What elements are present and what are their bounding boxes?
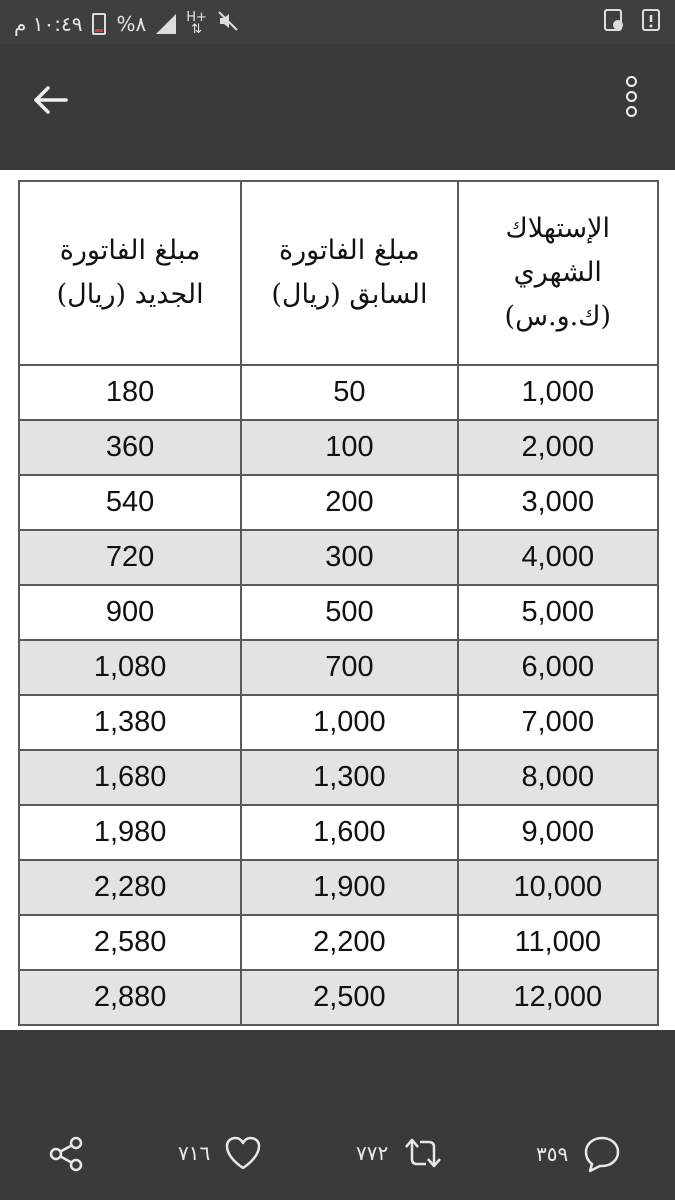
share-button[interactable] bbox=[48, 1135, 86, 1173]
more-vertical-icon bbox=[621, 76, 641, 117]
more-options-button[interactable] bbox=[621, 74, 641, 134]
reply-button[interactable] bbox=[536, 1135, 622, 1173]
cell-old-bill: 100 bbox=[241, 420, 457, 475]
cell-consumption: 1,000 bbox=[458, 365, 658, 420]
reply-count: ٣٥٩ bbox=[536, 1142, 569, 1166]
cell-old-bill: 1,600 bbox=[241, 805, 457, 860]
status-right bbox=[603, 8, 661, 37]
header-monthly-consumption: الإستهلاك الشهري (ك.و.س) bbox=[458, 181, 658, 365]
table-header-row bbox=[19, 181, 658, 365]
battery-icon bbox=[92, 13, 106, 35]
table-row bbox=[19, 805, 658, 860]
electricity-bill-table bbox=[18, 180, 659, 1026]
cell-old-bill: 200 bbox=[241, 475, 457, 530]
like-button[interactable] bbox=[178, 1135, 262, 1171]
cell-old-bill: 500 bbox=[241, 585, 457, 640]
cell-consumption: 8,000 bbox=[458, 750, 658, 805]
header-old-bill: مبلغ الفاتورة السابق (ريال) bbox=[241, 181, 457, 365]
share-icon bbox=[48, 1135, 86, 1173]
cell-new-bill: 1,080 bbox=[19, 640, 241, 695]
arrow-left-icon bbox=[28, 76, 76, 124]
tweet-image[interactable] bbox=[0, 170, 675, 1030]
retweet-button[interactable] bbox=[356, 1135, 444, 1171]
table-row bbox=[19, 530, 658, 585]
app-bar bbox=[0, 44, 675, 170]
cell-old-bill: 2,200 bbox=[241, 915, 457, 970]
retweet-count: ٧٧٢ bbox=[356, 1141, 389, 1165]
table-row bbox=[19, 585, 658, 640]
network-type: H+ ⇅ bbox=[186, 9, 207, 37]
status-bar bbox=[0, 0, 675, 44]
heart-icon bbox=[224, 1135, 262, 1171]
cell-new-bill: 2,880 bbox=[19, 970, 241, 1025]
cell-consumption: 3,000 bbox=[458, 475, 658, 530]
battery-level: %٨ bbox=[116, 11, 147, 36]
table-row bbox=[19, 420, 658, 475]
like-count: ٧١٦ bbox=[178, 1141, 211, 1165]
cell-new-bill: 1,380 bbox=[19, 695, 241, 750]
table-row bbox=[19, 750, 658, 805]
table-row bbox=[19, 640, 658, 695]
table-row bbox=[19, 475, 658, 530]
cell-old-bill: 300 bbox=[241, 530, 457, 585]
table-row bbox=[19, 695, 658, 750]
cell-consumption: 5,000 bbox=[458, 585, 658, 640]
cell-consumption: 12,000 bbox=[458, 970, 658, 1025]
cell-new-bill: 2,580 bbox=[19, 915, 241, 970]
clock: ١٠:٤٩ م bbox=[14, 11, 83, 36]
mute-icon bbox=[217, 10, 239, 37]
retweet-icon bbox=[402, 1135, 444, 1171]
cell-new-bill: 900 bbox=[19, 585, 241, 640]
header-new-bill: مبلغ الفاتورة الجديد (ريال) bbox=[19, 181, 241, 365]
table-row bbox=[19, 915, 658, 970]
warning-icon bbox=[641, 8, 661, 37]
cell-consumption: 9,000 bbox=[458, 805, 658, 860]
table-row bbox=[19, 860, 658, 915]
cell-consumption: 7,000 bbox=[458, 695, 658, 750]
cell-old-bill: 1,900 bbox=[241, 860, 457, 915]
cell-new-bill: 540 bbox=[19, 475, 241, 530]
status-left bbox=[14, 10, 239, 37]
cell-consumption: 11,000 bbox=[458, 915, 658, 970]
cell-consumption: 10,000 bbox=[458, 860, 658, 915]
cell-consumption: 4,000 bbox=[458, 530, 658, 585]
cell-old-bill: 1,300 bbox=[241, 750, 457, 805]
cell-old-bill: 50 bbox=[241, 365, 457, 420]
table-row bbox=[19, 365, 658, 420]
cell-consumption: 6,000 bbox=[458, 640, 658, 695]
cell-new-bill: 2,280 bbox=[19, 860, 241, 915]
reply-icon bbox=[582, 1135, 622, 1173]
cell-new-bill: 720 bbox=[19, 530, 241, 585]
cell-consumption: 2,000 bbox=[458, 420, 658, 475]
cell-new-bill: 1,980 bbox=[19, 805, 241, 860]
back-button[interactable] bbox=[28, 76, 76, 124]
tweet-actions-bar bbox=[0, 1110, 675, 1200]
screenshot-icon bbox=[603, 8, 625, 37]
cell-new-bill: 1,680 bbox=[19, 750, 241, 805]
table-row bbox=[19, 970, 658, 1025]
cell-old-bill: 700 bbox=[241, 640, 457, 695]
cell-new-bill: 360 bbox=[19, 420, 241, 475]
signal-icon bbox=[156, 14, 176, 34]
cell-old-bill: 1,000 bbox=[241, 695, 457, 750]
cell-new-bill: 180 bbox=[19, 365, 241, 420]
cell-old-bill: 2,500 bbox=[241, 970, 457, 1025]
